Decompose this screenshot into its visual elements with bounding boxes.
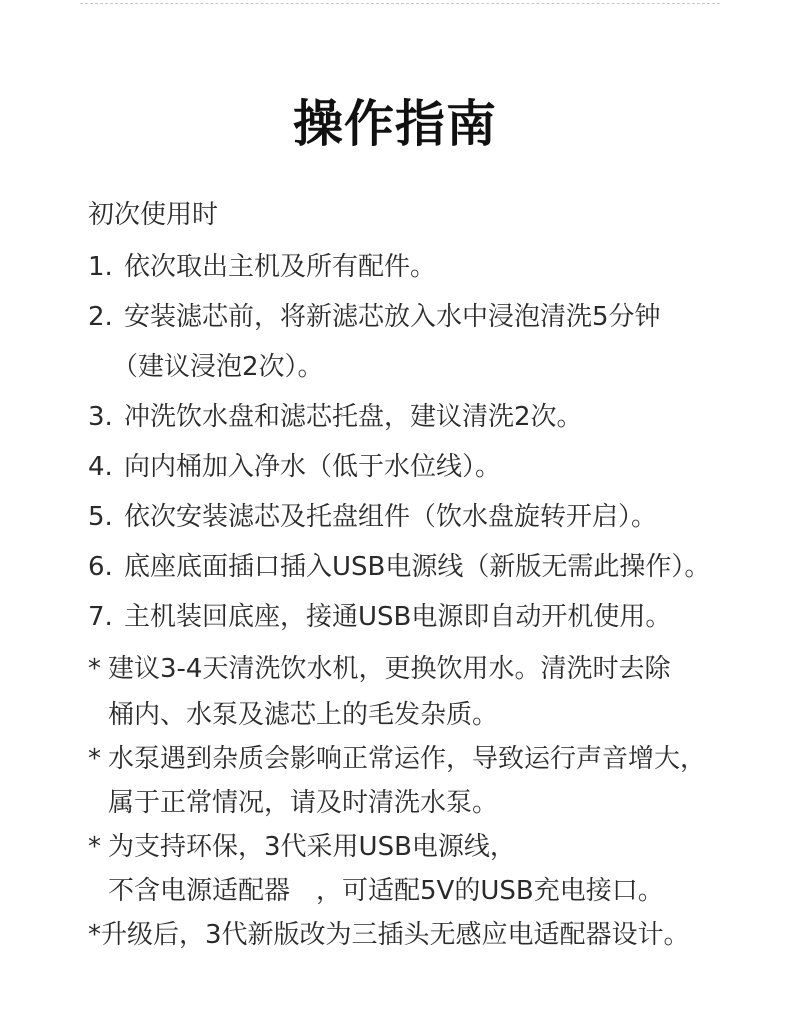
note-2-continuation: 属于正常情况，请及时清洗水泵。: [108, 788, 499, 818]
step-number: 2.: [88, 302, 113, 332]
step-3: [88, 400, 583, 434]
note-text: 建议3-4天清洗饮水机，更换饮用水。清洗时去除: [108, 654, 671, 684]
step-text: 向内桶加入净水（低于水位线）。: [124, 452, 502, 482]
step-number: 3.: [88, 402, 113, 432]
step-text: 主机装回底座，接通USB电源即自动开机使用。: [124, 602, 672, 632]
step-text: 安装滤芯前，将新滤芯放入水中浸泡清洗5分钟: [124, 302, 661, 332]
step-2: [88, 300, 661, 334]
note-4: [88, 918, 690, 952]
note-asterisk: *: [88, 744, 101, 774]
step-6: [88, 550, 710, 584]
step-2-continuation: （建议浸泡2次）。: [112, 352, 324, 382]
step-number: 7.: [88, 602, 113, 632]
step-text: 底座底面插口插入USB电源线（新版无需此操作）。: [124, 552, 711, 582]
step-7: [88, 600, 671, 634]
note-asterisk: *: [88, 920, 101, 950]
step-number: 5.: [88, 502, 113, 532]
note-asterisk: *: [88, 654, 101, 684]
note-text: 水泵遇到杂质会影响正常运作，导致运行声音增大，: [108, 744, 707, 774]
step-text: 依次取出主机及所有配件。: [124, 252, 437, 282]
note-3-continuation: 不含电源适配器 ，可适配5V的USB充电接口。: [108, 876, 664, 906]
step-text: 依次安装滤芯及托盘组件（饮水盘旋转开启）。: [124, 502, 658, 532]
page-title: 操作指南: [293, 95, 497, 153]
note-3: [88, 830, 516, 864]
note-1-continuation: 桶内、水泵及滤芯上的毛发杂质。: [108, 700, 499, 730]
note-asterisk: *: [88, 832, 101, 862]
step-4: [88, 450, 501, 484]
step-5: [88, 500, 657, 534]
note-1: [88, 652, 670, 686]
step-1: [88, 250, 436, 284]
step-text: 冲洗饮水盘和滤芯托盘，建议清洗2次。: [124, 402, 583, 432]
step-number: 6.: [88, 552, 113, 582]
step-number: 4.: [88, 452, 113, 482]
intro-heading: 初次使用时: [88, 200, 219, 230]
note-text: 为支持环保，3代采用USB电源线，: [108, 832, 516, 862]
note-text: 升级后，3代新版改为三插头无感应电适配器设计。: [101, 920, 690, 950]
note-2: [88, 742, 706, 776]
top-dashed-divider: [80, 3, 720, 4]
step-number: 1.: [88, 252, 113, 282]
